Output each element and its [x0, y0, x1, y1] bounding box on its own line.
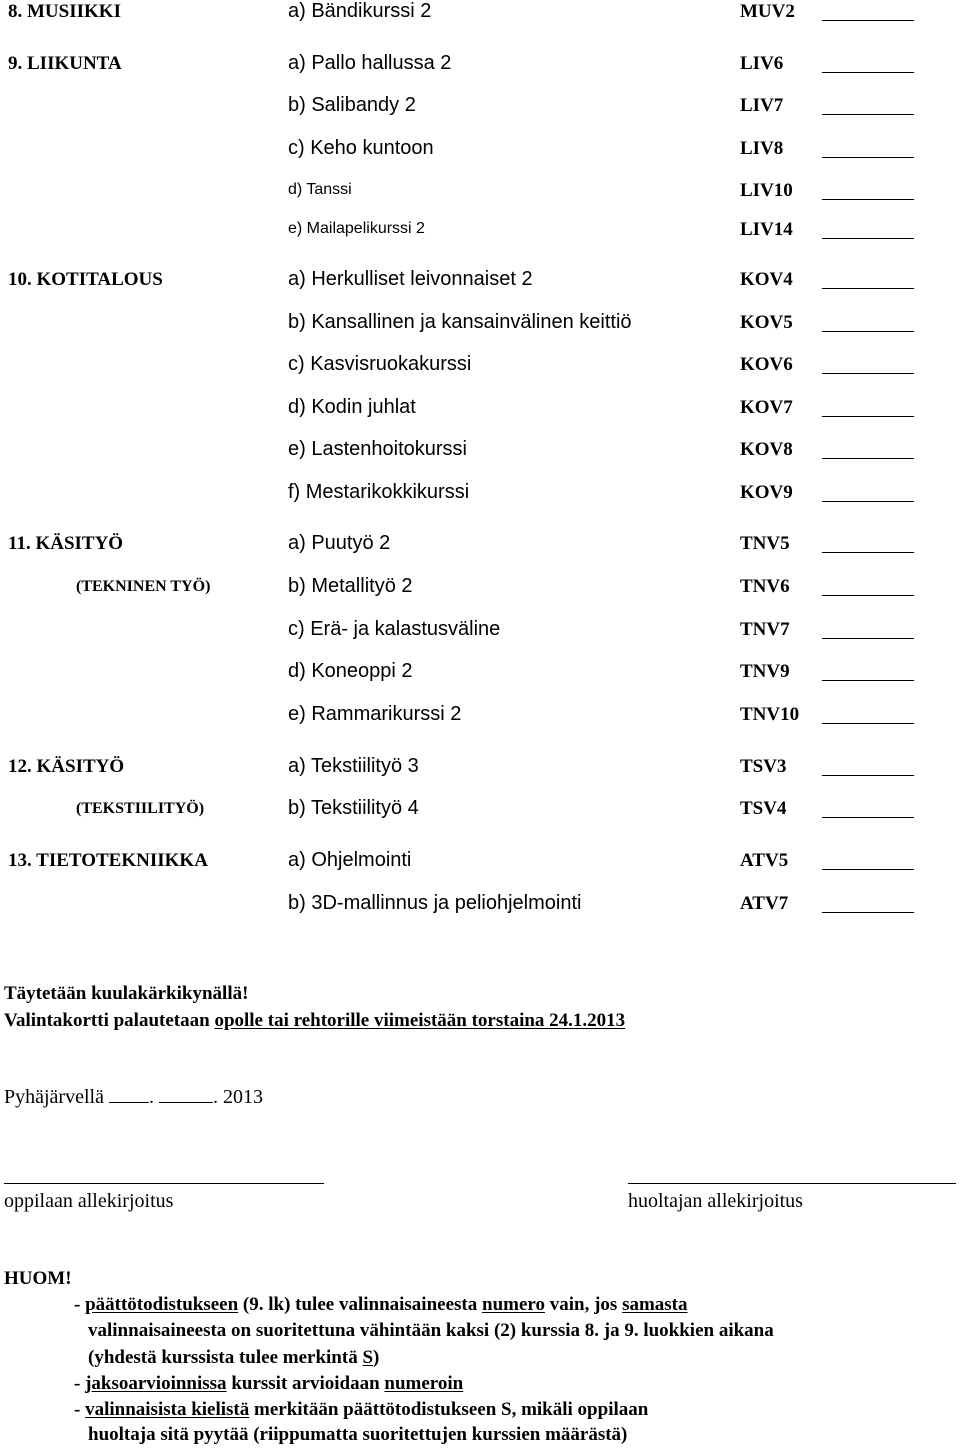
note-bullet-1: [74, 1294, 688, 1316]
selection-field[interactable]: [822, 869, 914, 870]
note-bullet-1-line3-s: S: [362, 1347, 374, 1368]
course-name: d) Kodin juhlat: [288, 396, 416, 418]
course-code: TNV5: [740, 533, 790, 554]
selection-field[interactable]: [822, 501, 914, 502]
note-bullet-1-u1: päättötodistukseen: [85, 1294, 239, 1315]
place-name: Pyhäjärvellä: [4, 1086, 104, 1108]
course-name: f) Mestarikokkikurssi: [288, 481, 470, 503]
student-signature-label: oppilaan allekirjoitus: [4, 1190, 174, 1212]
note-bullet-1-t1: (9. lk) tulee valinnaisaineesta: [238, 1294, 482, 1315]
day-field[interactable]: [109, 1086, 149, 1103]
course-name: a) Pallo hallussa 2: [288, 52, 452, 74]
course-name: b) Metallityö 2: [288, 575, 413, 597]
course-name: c) Kasvisruokakurssi: [288, 353, 472, 375]
date-year: 2013: [222, 1086, 263, 1108]
selection-field[interactable]: [822, 552, 914, 553]
subject-sublabel: (TEKSTIILITYÖ): [76, 800, 205, 817]
course-code: KOV4: [740, 269, 793, 290]
date-separator-1: .: [148, 1086, 154, 1108]
note-bullet-3-line2: huoltaja sitä pyytää (riippumatta suoritettujen kurssien määrästä): [88, 1424, 628, 1445]
subject-label: 10. KOTITALOUS: [8, 269, 163, 290]
subject-label: 13. TIETOTEKNIIKKA: [8, 850, 208, 871]
course-code: LIV8: [740, 138, 784, 159]
instruction-pen-text: Täytetään kuulakärkikynällä!: [4, 983, 249, 1004]
course-code: LIV6: [740, 53, 784, 74]
course-name: a) Puutyö 2: [288, 532, 391, 554]
course-code: KOV7: [740, 397, 793, 418]
course-name: a) Tekstiilityö 3: [288, 755, 419, 777]
instruction-pen: [4, 983, 248, 1005]
selection-field[interactable]: [822, 680, 914, 681]
course-name: c) Erä- ja kalastusväline: [288, 618, 501, 640]
selection-field[interactable]: [822, 288, 914, 289]
note-bullet-1-line3-prefix: (yhdestä kurssista tulee merkintä: [88, 1347, 363, 1368]
selection-field[interactable]: [822, 416, 914, 417]
note-bullet-1-u2: numero: [482, 1294, 545, 1315]
note-bullet-2: [74, 1373, 463, 1395]
instruction-return-prefix: Valintakortti palautetaan: [4, 1010, 215, 1031]
subject-label: 8. MUSIIKKI: [8, 1, 121, 22]
selection-field[interactable]: [822, 373, 914, 374]
selection-field[interactable]: [822, 20, 914, 21]
course-code: TNV10: [740, 704, 800, 725]
note-bullet-1-line2: valinnaisaineesta on suoritettuna vähintään kaksi (2) kurssia 8. ja 9. luokkien aikana: [88, 1320, 774, 1341]
course-code: LIV7: [740, 95, 784, 116]
selection-field[interactable]: [822, 72, 914, 73]
course-code: KOV8: [740, 439, 793, 460]
note-bullet-2-u1: jaksoarvioinnissa: [85, 1373, 227, 1394]
note-bullet-3-u1: valinnaisista kielistä: [85, 1399, 250, 1420]
note-bullet-2-t1: kurssit arvioidaan: [226, 1373, 385, 1394]
course-code: TSV3: [740, 756, 787, 777]
instruction-return: [4, 1010, 625, 1032]
course-code: TNV9: [740, 661, 790, 682]
guardian-signature-line[interactable]: [628, 1183, 956, 1184]
course-name: b) Tekstiilityö 4: [288, 797, 419, 819]
month-field[interactable]: [159, 1086, 213, 1103]
course-code: ATV7: [740, 893, 789, 914]
selection-field[interactable]: [822, 331, 914, 332]
guardian-signature-label: huoltajan allekirjoitus: [628, 1190, 803, 1212]
course-code: KOV6: [740, 354, 793, 375]
selection-field[interactable]: [822, 912, 914, 913]
course-name: d) Koneoppi 2: [288, 660, 413, 682]
date-separator-2: .: [212, 1086, 218, 1108]
note-bullet-3-dash: -: [74, 1399, 86, 1420]
course-code: TNV7: [740, 619, 790, 640]
selection-field[interactable]: [822, 458, 914, 459]
note-bullet-2-u2: numeroin: [384, 1373, 464, 1394]
course-name: a) Ohjelmointi: [288, 849, 412, 871]
course-name: b) 3D-mallinnus ja peliohjelmointi: [288, 892, 582, 914]
note-bullet-1-t2: vain, jos: [544, 1294, 623, 1315]
course-code: KOV9: [740, 482, 793, 503]
course-code: ATV5: [740, 850, 789, 871]
subject-label: 12. KÄSITYÖ: [8, 756, 125, 777]
course-code: LIV14: [740, 219, 793, 240]
note-bullet-2-dash: -: [74, 1373, 86, 1394]
course-name: d) Tanssi: [288, 181, 352, 198]
instruction-return-deadline: opolle tai rehtorille viimeistään torstaina 24.1.2013: [214, 1010, 626, 1031]
course-name: c) Keho kuntoon: [288, 137, 434, 159]
selection-field[interactable]: [822, 114, 914, 115]
selection-field[interactable]: [822, 775, 914, 776]
course-name: e) Lastenhoitokurssi: [288, 438, 467, 460]
selection-field[interactable]: [822, 817, 914, 818]
selection-field[interactable]: [822, 199, 914, 200]
course-name: b) Kansallinen ja kansainvälinen keittiö: [288, 311, 632, 333]
subject-label: 11. KÄSITYÖ: [8, 533, 124, 554]
note-bullet-1-dash: -: [74, 1294, 86, 1315]
selection-field[interactable]: [822, 638, 914, 639]
selection-field[interactable]: [822, 157, 914, 158]
course-code: LIV10: [740, 180, 793, 201]
course-name: e) Rammarikurssi 2: [288, 703, 462, 725]
selection-field[interactable]: [822, 238, 914, 239]
selection-field[interactable]: [822, 595, 914, 596]
course-code: TNV6: [740, 576, 790, 597]
course-code: MUV2: [740, 1, 795, 22]
note-title: HUOM!: [4, 1268, 72, 1289]
place-date-line: [4, 1086, 263, 1109]
course-name: b) Salibandy 2: [288, 94, 416, 116]
subject-label: 9. LIIKUNTA: [8, 53, 122, 74]
course-code: KOV5: [740, 312, 793, 333]
course-name: e) Mailapelikurssi 2: [288, 220, 425, 237]
selection-field[interactable]: [822, 723, 914, 724]
note-bullet-1-line3-suffix: ): [373, 1347, 380, 1368]
note-bullet-3-t1: merkitään päättötodistukseen S, mikäli oppilaan: [249, 1399, 649, 1420]
course-name: a) Bändikurssi 2: [288, 0, 432, 22]
course-name: a) Herkulliset leivonnaiset 2: [288, 268, 533, 290]
student-signature-line[interactable]: [4, 1183, 324, 1184]
note-bullet-1-line3: [88, 1347, 379, 1369]
course-code: TSV4: [740, 798, 787, 819]
note-bullet-1-u3: samasta: [622, 1294, 688, 1315]
subject-sublabel: (TEKNINEN TYÖ): [76, 578, 211, 595]
note-bullet-3: [74, 1399, 648, 1421]
